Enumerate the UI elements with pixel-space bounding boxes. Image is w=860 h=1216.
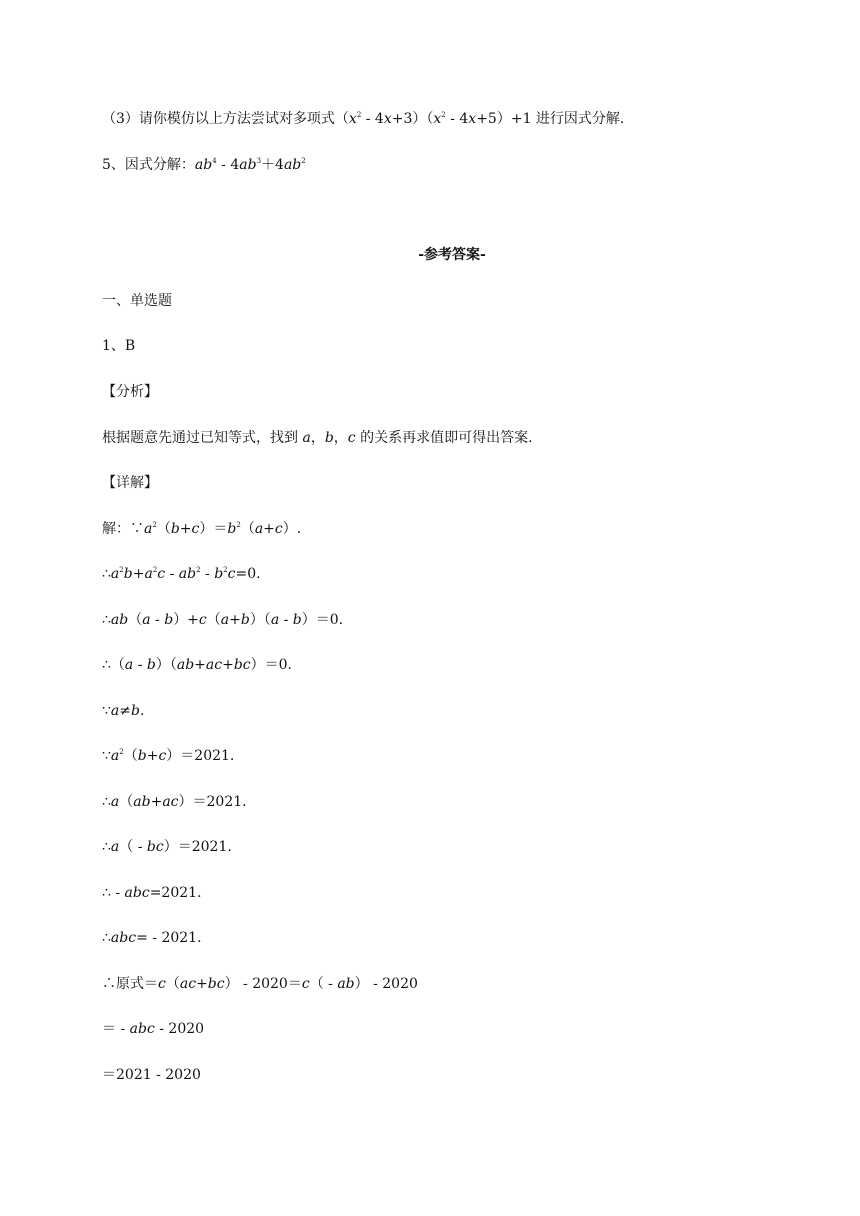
text: =0. xyxy=(235,566,261,582)
text: （ xyxy=(206,612,221,628)
text: = - 2021. xyxy=(136,930,202,946)
math-var: bc xyxy=(146,839,164,855)
text: （ xyxy=(123,748,138,764)
math-var: c xyxy=(198,612,207,628)
math-var: a - b xyxy=(124,657,156,673)
math-var: a xyxy=(110,794,120,810)
text: ∴ xyxy=(102,612,111,628)
math-var: a xyxy=(144,521,153,537)
math-var: ab xyxy=(337,976,355,992)
text: - 2020 xyxy=(154,1021,205,1037)
text: ）（ xyxy=(155,657,177,673)
text: - 4 xyxy=(216,157,240,173)
text: ∵ xyxy=(102,748,111,764)
detail-heading: 【详解】 xyxy=(102,475,158,491)
text: （ xyxy=(156,521,171,537)
math-var: ab+ac xyxy=(133,794,179,810)
text: +5）+1 进行因式分解. xyxy=(476,111,625,127)
answer-title: -参考答案- xyxy=(418,247,486,263)
text: （ xyxy=(165,976,180,992)
text: （ xyxy=(119,794,134,810)
text: ）＝0. xyxy=(250,657,292,673)
text: （3）请你模仿以上方法尝试对多项式（ xyxy=(102,111,349,127)
text: ）. xyxy=(282,521,302,537)
text: ）＝2021. xyxy=(178,794,247,810)
solution-step-5 xyxy=(102,701,144,721)
text: ∴（ xyxy=(102,657,125,673)
text: =2021. xyxy=(149,885,202,901)
text: ∴原式＝ xyxy=(102,976,158,992)
math-var: c xyxy=(301,976,310,992)
exponent: 4 xyxy=(212,157,217,165)
math-var: a xyxy=(302,430,311,446)
text: ， xyxy=(310,430,325,446)
text: ∵ xyxy=(102,703,111,719)
text: - xyxy=(200,566,215,582)
math-var: a - b xyxy=(142,612,174,628)
math-var: b xyxy=(123,566,133,582)
text: ∴ xyxy=(102,794,111,810)
math-var: b+c xyxy=(170,521,200,537)
math-var: b xyxy=(131,703,140,719)
math-var: x xyxy=(433,111,442,127)
text: ∴ xyxy=(102,839,111,855)
solution-step-8 xyxy=(102,837,232,857)
math-var: a+b xyxy=(220,612,250,628)
question-5 xyxy=(102,155,306,175)
text: ＝ - xyxy=(102,1021,130,1037)
math-var: ab xyxy=(178,566,197,582)
math-var: ab xyxy=(194,157,213,173)
exponent: 2 xyxy=(236,521,241,529)
text: 5、因式分解： xyxy=(102,157,195,173)
text: ）＝2021. xyxy=(166,748,235,764)
math-var: a xyxy=(110,748,120,764)
exponent: 2 xyxy=(223,566,228,574)
math-var: c xyxy=(347,430,356,446)
text: ）+ xyxy=(173,612,199,628)
solution-step-2 xyxy=(102,564,261,584)
math-var: abc xyxy=(124,885,150,901)
solution-step-3 xyxy=(102,610,343,630)
exponent: 2 xyxy=(441,111,446,119)
text: ≠ xyxy=(119,703,132,719)
exponent: 2 xyxy=(152,566,158,574)
math-var: ab xyxy=(110,612,129,628)
math-var: a+c xyxy=(254,521,283,537)
section-heading: 一、单选题 xyxy=(102,293,172,309)
analysis-heading: 【分析】 xyxy=(102,384,158,400)
solution-step-7 xyxy=(102,792,247,812)
text: - 4 xyxy=(445,111,469,127)
math-var: abc xyxy=(129,1021,155,1037)
math-var: b xyxy=(324,430,334,446)
text: （ xyxy=(128,612,143,628)
math-var: abc xyxy=(110,930,137,946)
text: 解：∵ xyxy=(102,521,144,537)
math-var: x xyxy=(468,111,477,127)
math-var: c xyxy=(227,566,236,582)
math-var: x xyxy=(383,111,392,127)
text: ∴ - xyxy=(102,885,125,901)
math-var: a xyxy=(110,703,120,719)
exponent: 2 xyxy=(152,521,157,529)
text: ）＝0. xyxy=(301,612,344,628)
answer-item-1: 1、B xyxy=(102,338,136,354)
text: （ - xyxy=(119,839,147,855)
solution-step-10 xyxy=(102,928,202,948)
math-var: b+c xyxy=(137,748,167,764)
text: . xyxy=(139,703,145,719)
text: ＋4 xyxy=(261,157,284,173)
math-var: ab xyxy=(283,157,302,173)
solution-step-9 xyxy=(102,883,202,903)
text: - xyxy=(165,566,179,582)
exponent: 2 xyxy=(301,157,306,165)
text: ∴ xyxy=(102,930,111,946)
text: ）（ xyxy=(249,612,271,628)
text: ） - 2020＝ xyxy=(224,976,302,992)
solution-step-13: ＝2021 - 2020 xyxy=(102,1067,201,1083)
text: + xyxy=(132,566,145,582)
math-var: ac+bc xyxy=(179,976,225,992)
exponent: 2 xyxy=(196,566,201,574)
exponent: 2 xyxy=(119,566,124,574)
text: 的关系再求值即可得出答案. xyxy=(355,430,533,446)
text: ）＝ xyxy=(199,521,228,537)
solution-step-11 xyxy=(102,974,418,994)
math-var: a - b xyxy=(270,612,302,628)
math-var: a xyxy=(144,566,153,582)
math-var: x xyxy=(348,111,357,127)
exponent: 2 xyxy=(356,111,362,119)
exponent: 3 xyxy=(256,157,262,165)
math-var: b xyxy=(227,521,237,537)
question-3 xyxy=(102,109,624,129)
text: ）＝2021. xyxy=(163,839,232,855)
math-var: ab+ac+bc xyxy=(176,657,251,673)
text: ∴ xyxy=(102,566,111,582)
text: +3）（ xyxy=(391,111,434,127)
text: - 4 xyxy=(361,111,384,127)
solution-step-1 xyxy=(102,519,301,539)
math-var: a xyxy=(110,566,120,582)
text: （ - xyxy=(309,976,338,992)
exponent: 2 xyxy=(119,748,124,756)
analysis-text xyxy=(102,428,533,448)
solution-step-6 xyxy=(102,746,234,766)
math-var: b xyxy=(214,566,224,582)
text: ， xyxy=(333,430,348,446)
math-var: c xyxy=(157,566,166,582)
text: 根据题意先通过已知等式，找到 xyxy=(102,430,303,446)
text: ） - 2020 xyxy=(354,976,418,992)
solution-step-12 xyxy=(102,1019,204,1039)
math-var: a xyxy=(110,839,120,855)
math-var: ab xyxy=(239,157,257,173)
solution-step-4 xyxy=(102,655,292,675)
text: （ xyxy=(240,521,255,537)
math-var: c xyxy=(158,976,166,992)
